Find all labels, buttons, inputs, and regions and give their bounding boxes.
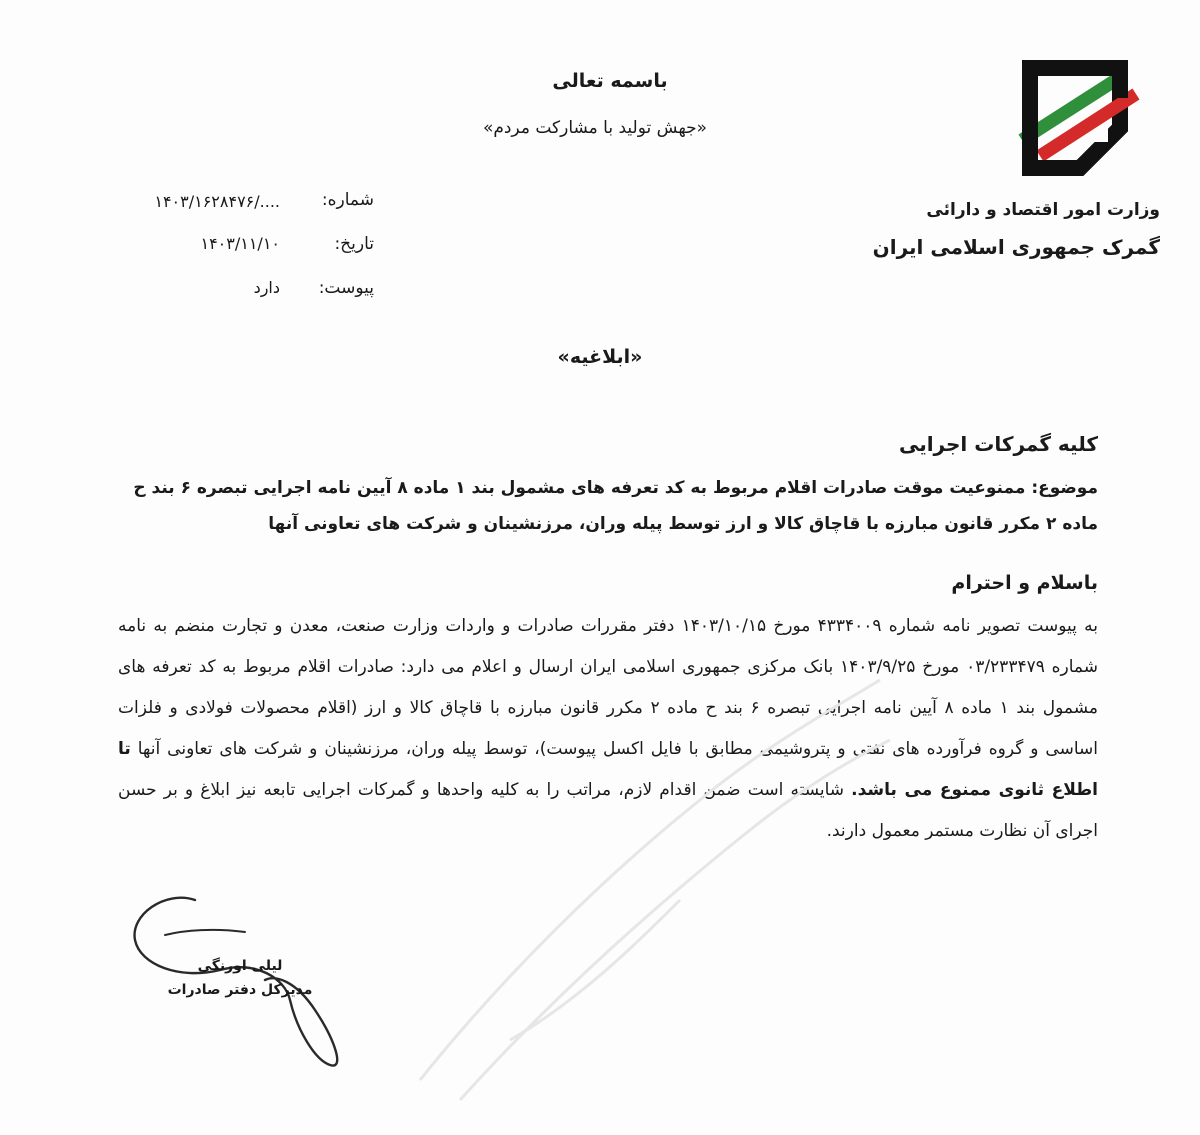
recipient-line: کلیه گمرکات اجرایی	[898, 432, 1098, 456]
signature-icon	[125, 880, 385, 1080]
body-part-2: شایسته است ضمن اقدام لازم، مراتب را به کلیه واحدها و گمرکات اجرایی تابعه نیز ابلاغ و بر حسن اجرای آن نظارت مستمر معمول دارند.	[118, 780, 1098, 841]
number-label: شماره:	[321, 190, 374, 210]
document-type-title: «ابلاغیه»	[557, 346, 643, 368]
bismillah-heading: باسمه تعالی	[552, 70, 668, 92]
number-value: ۱۴۰۳/۱۶۲۸۴۷۶/....	[154, 192, 280, 211]
attachment-label: پیوست:	[318, 278, 374, 298]
motto-text: «جهش تولید با مشارکت مردم»	[482, 118, 708, 138]
body-part-1: به پیوست تصویر نامه شماره ۴۳۳۴۰۰۹ مورخ ۱۴۰۳/۱۰/۱۵ دفتر مقررات صادرات و واردات وزارت صنعت، معدن و تجارت منضم به نامه شماره ۰۳/۲۳۳۴۷۹ مورخ ۱۴۰۳/۹/۲۵ بانک مرکزی جمهوری اسلامی ایران ارسال و اعلام می دارد: صادرات اقلام مربوط به کد تعرفه های مشمول بند ۱ ماده ۸ آیین نامه اجرایی تبصره ۶ بند ح ماده ۲ مکرر قانون مبارزه با قاچاق کالا و ارز (اقلام محصولات فولادی و فلزات اساسی و گروه فرآورده های نفتی و پتروشیمی مطابق با فایل اکسل پیوست)، توسط پیله وران، مرزنشینان و شرکت های تعاونی آنها	[118, 616, 1098, 759]
letter-body	[118, 606, 1098, 852]
body-emphasis: تا اطلاع ثانوی ممنوع می باشد.	[118, 739, 1098, 800]
customs-name: گمرک جمهوری اسلامی ایران	[872, 235, 1160, 259]
greeting-line: باسلام و احترام	[951, 572, 1098, 594]
date-value: ۱۴۰۳/۱۱/۱۰	[200, 234, 280, 253]
signer-title: مدیرکل دفتر صادرات	[167, 982, 313, 998]
signer-name: لیلی اورنگی	[197, 958, 283, 974]
date-label: تاریخ:	[334, 234, 374, 254]
ministry-name: وزارت امور اقتصاد و دارائی	[926, 200, 1160, 220]
customs-logo-icon	[1010, 58, 1140, 178]
subject-line: موضوع: ممنوعیت موقت صادرات اقلام مربوط به کد تعرفه های مشمول بند ۱ ماده ۸ آیین نامه اجرایی تبصره ۶ بند ح ماده ۲ مکرر قانون مبارزه با قاچاق کالا و ارز توسط پیله وران، مرزنشینان و شرکت های تعاونی آنها	[133, 478, 1098, 534]
attachment-value: دارد	[253, 278, 280, 297]
